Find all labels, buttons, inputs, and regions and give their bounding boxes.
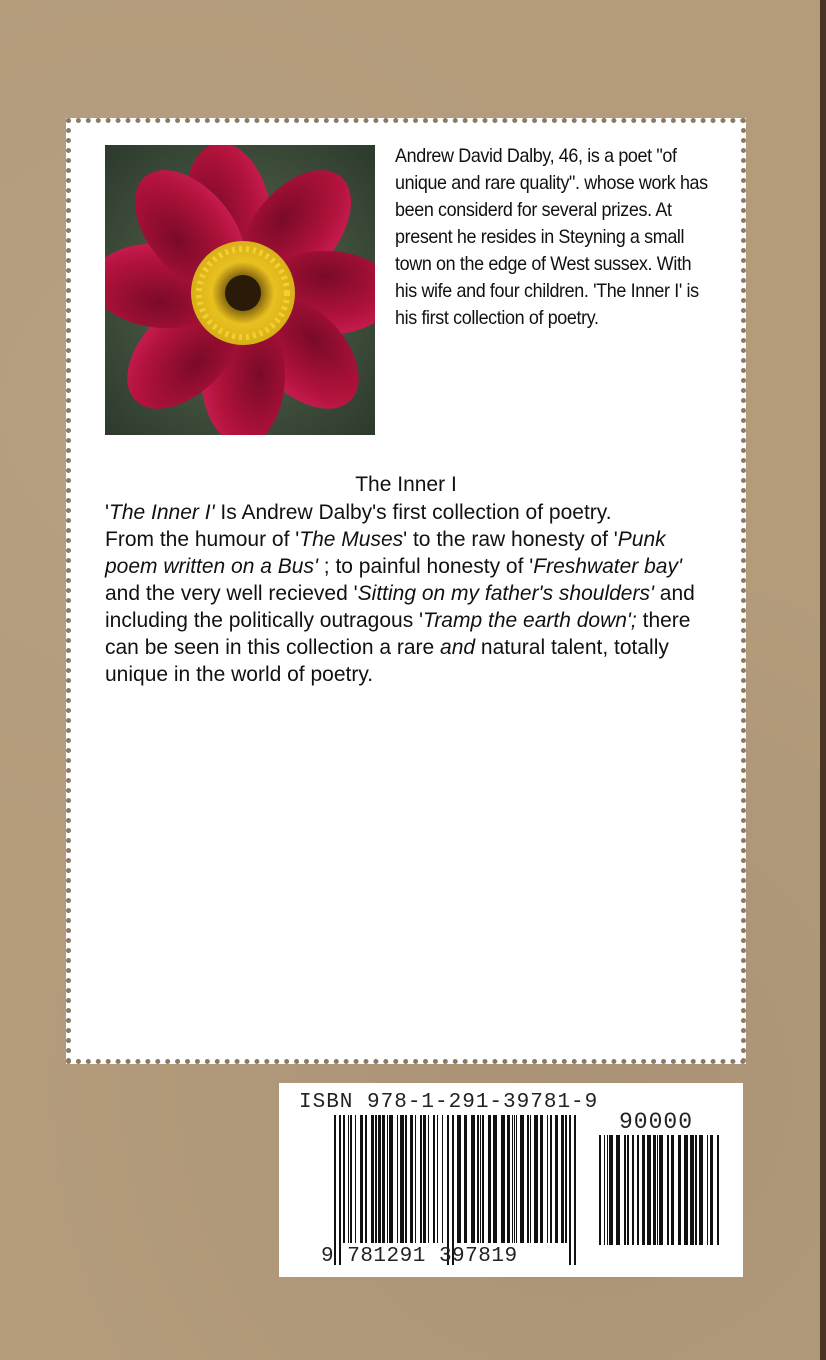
barcode-bar — [547, 1115, 548, 1243]
barcode-guard-bar — [569, 1115, 571, 1265]
ean-digits — [321, 1245, 518, 1268]
barcode-bar — [653, 1135, 656, 1245]
barcode-bar — [527, 1115, 529, 1243]
barcode-bar — [516, 1115, 517, 1243]
barcode-bar — [684, 1135, 688, 1245]
ean-left-digits: 781291 — [347, 1245, 426, 1268]
emphasis-and: and — [440, 636, 476, 659]
author-flower-photo — [105, 145, 375, 435]
barcode-bar — [471, 1115, 475, 1243]
barcode-bar — [667, 1135, 669, 1245]
back-cover-panel — [66, 118, 746, 1064]
barcode-bar — [659, 1135, 663, 1245]
barcode-bar — [488, 1115, 491, 1243]
barcode-bar — [710, 1135, 713, 1245]
barcode-bar — [371, 1115, 374, 1243]
description-text: From the humour of ' — [105, 528, 300, 551]
barcode-bar — [343, 1115, 345, 1243]
barcode-bar — [350, 1115, 352, 1243]
description-title: The Inner I — [355, 473, 457, 496]
description-text: and including the politically outragous ' — [105, 582, 695, 632]
barcode-bar — [642, 1135, 645, 1245]
barcode-bar — [405, 1115, 407, 1243]
barcode-bar — [657, 1135, 658, 1245]
poem-title-freshwater-bay: Freshwater bay' — [533, 555, 682, 578]
description-paragraph-1 — [105, 499, 705, 526]
barcode-bar — [423, 1115, 426, 1243]
barcode-guard-bar — [452, 1115, 454, 1265]
spine-edge — [820, 0, 826, 1360]
description-text: ; to painful honesty of ' — [317, 555, 534, 578]
barcode-bar — [637, 1135, 639, 1245]
barcode-bar — [550, 1115, 552, 1243]
barcode-bar — [690, 1135, 694, 1245]
barcode-bar — [348, 1115, 349, 1243]
barcode-bar — [565, 1115, 567, 1243]
barcode-box — [279, 1083, 743, 1277]
isbn-number: ISBN 978-1-291-39781-9 — [299, 1091, 599, 1114]
barcode-bar — [415, 1115, 416, 1243]
barcode-bar — [378, 1115, 381, 1243]
poem-title-punk-poem: Punk poem written on a Bus' — [105, 528, 666, 578]
barcode-bar — [707, 1135, 708, 1245]
barcode-bar — [699, 1135, 703, 1245]
barcode-bar — [457, 1115, 461, 1243]
barcode-bar — [520, 1115, 524, 1243]
barcode-bar — [387, 1115, 388, 1243]
price-code: 90000 — [619, 1109, 694, 1135]
barcode-bar — [627, 1135, 629, 1245]
description-text: there can be seen in this collection a rare — [105, 609, 691, 659]
barcode-bar — [599, 1135, 601, 1245]
barcode-bar — [397, 1115, 398, 1243]
poem-title-the-muses: The Muses — [299, 528, 404, 551]
barcode-bar — [717, 1135, 719, 1245]
barcode-bar — [410, 1115, 413, 1243]
description-text: natural talent, totally unique in the world of poetry. — [105, 636, 669, 686]
flower-image — [105, 145, 375, 435]
barcode-bar — [609, 1135, 613, 1245]
poem-title-tramp-the-earth: Tramp the earth down'; — [423, 609, 637, 632]
barcode-bar — [428, 1115, 429, 1243]
barcode-bar — [382, 1115, 385, 1243]
description-text: ' to the raw honesty of ' — [403, 528, 618, 551]
barcode-bar — [530, 1115, 531, 1243]
barcode-bar — [678, 1135, 681, 1245]
barcode-bar — [355, 1115, 356, 1243]
barcode-bar — [607, 1135, 608, 1245]
ean-first-digit: 9 — [321, 1245, 335, 1268]
barcode-bar — [389, 1115, 393, 1243]
barcode-bar — [534, 1115, 538, 1243]
barcode-bar — [624, 1135, 626, 1245]
poem-title-sitting-on-shoulders: Sitting on my father's shoulders' — [357, 582, 654, 605]
barcode-bar — [493, 1115, 497, 1243]
description-paragraph-2 — [105, 526, 705, 688]
barcode-bar — [442, 1115, 443, 1243]
quote-mark: ' — [105, 501, 110, 524]
description-text: Is Andrew Dalby's first collection of poetry. — [214, 501, 612, 524]
barcode-bar — [507, 1115, 510, 1243]
barcode-bar — [477, 1115, 479, 1243]
author-bio: Andrew David Dalby, 46, is a poet "of unique and rare quality". whose work has been considerd for several prizes. At present he resides in Steyning a small town on the edge of West sussex. With his wife and four children. 'The Inner I' is his first collection of poetry. — [395, 145, 708, 329]
barcode-bar — [561, 1115, 564, 1243]
barcode-bar — [555, 1115, 558, 1243]
barcode-bar — [420, 1115, 422, 1243]
barcode-bar — [375, 1115, 377, 1243]
barcode-bar — [647, 1135, 651, 1245]
barcode-bar — [695, 1135, 697, 1245]
barcode-bar — [616, 1135, 620, 1245]
barcode-bar — [360, 1115, 363, 1243]
description-text: and the very well recieved ' — [105, 582, 358, 605]
barcode-bar — [482, 1115, 484, 1243]
barcode-bar — [632, 1135, 634, 1245]
barcode-bar — [604, 1135, 605, 1245]
barcode-guard-bar — [334, 1115, 336, 1265]
barcode-bar — [540, 1115, 543, 1243]
book-title-italic: The Inner I' — [109, 501, 215, 524]
barcode-bar — [671, 1135, 674, 1245]
barcode-bar — [365, 1115, 367, 1243]
barcode-guard-bar — [447, 1115, 449, 1265]
barcode-bar — [501, 1115, 505, 1243]
barcode-bar — [480, 1115, 481, 1243]
barcode-guard-bar — [574, 1115, 576, 1265]
barcode-guard-bar — [339, 1115, 341, 1265]
barcode-bar — [433, 1115, 435, 1243]
barcode-bar — [400, 1115, 404, 1243]
barcode-bar — [464, 1115, 467, 1243]
book-description — [105, 499, 705, 688]
barcode-bar — [512, 1115, 513, 1243]
barcode-bar — [437, 1115, 438, 1243]
barcode-bar — [514, 1115, 515, 1243]
ean-right-digits: 397819 — [438, 1245, 518, 1268]
